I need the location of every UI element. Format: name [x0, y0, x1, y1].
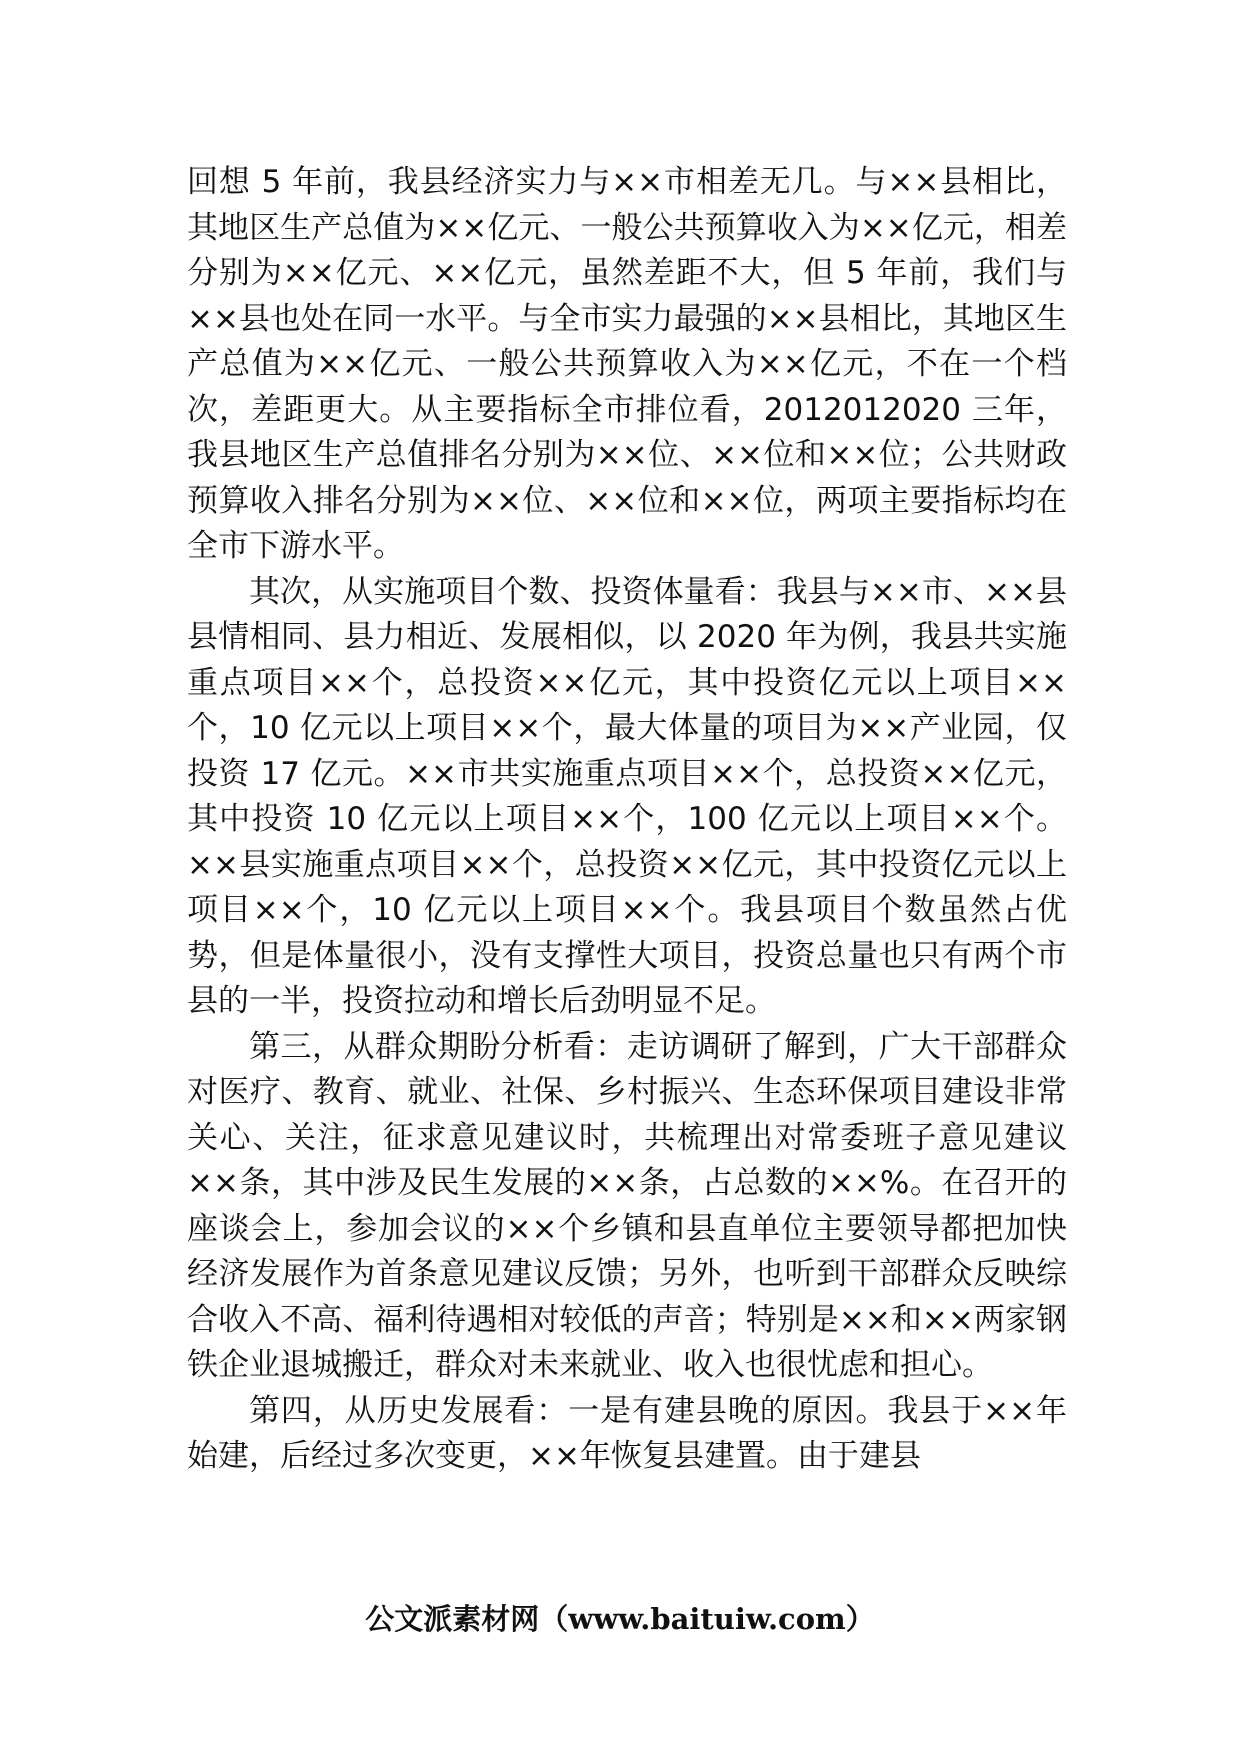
paragraph: 其次，从实施项目个数、投资体量看：我县与××市、××县县情相同、县力相近、发展相似，以 2020 年为例，我县共实施重点项目××个，总投资××亿元，其中投资亿元以上项目××个，10 亿元以上项目××个，最大体量的项目为××产业园，仅投资 17 亿元。××市共实施重点项目××个，总投资××亿元，其中投资 10 亿元以上项目××个，100 亿元以上项目××个。××县实施重点项目××个，总投资××亿元，其中投资亿元以上项目××个，10 亿元以上项目××个。我县项目个数虽然占优势，但是体量很小，没有支撑性大项目，投资总量也只有两个市县的一半，投资拉动和增长后劲明显不足。 [187, 573, 1067, 1019]
document-body [187, 160, 1067, 1480]
paragraph: 第三，从群众期盼分析看：走访调研了解到，广大干部群众对医疗、教育、就业、社保、乡村振兴、生态环保项目建设非常关心、关注，征求意见建议时，共梳理出对常委班子意见建议××条，其中涉及民生发展的××条，占总数的××%。在召开的座谈会上，参加会议的××个乡镇和县直单位主要领导都把加快经济发展作为首条意见建议反馈；另外，也听到干部群众反映综合收入不高、福利待遇相对较低的声音；特别是××和××两家钢铁企业退城搬迁，群众对未来就业、收入也很忧虑和担心。 [187, 1028, 1067, 1383]
footer-watermark: 公文派素材网（www.baituiw.com） [365, 1602, 875, 1636]
paragraph: 第四，从历史发展看：一是有建县晚的原因。我县于××年始建，后经过多次变更，××年恢复县建置。由于建县 [187, 1392, 1067, 1474]
paragraph: 回想 5 年前，我县经济实力与××市相差无几。与××县相比，其地区生产总值为××亿元、一般公共预算收入为××亿元，相差分别为××亿元、××亿元，虽然差距不大，但 5 年前，我们与××县也处在同一水平。与全市实力最强的××县相比，其地区生产总值为××亿元、一般公共预算收入为××亿元，不在一个档次，差距更大。从主要指标全市排位看，2012012020 三年，我县地区生产总值排名分别为××位、××位和××位；公共财政预算收入排名分别为××位、××位和××位，两项主要指标均在全市下游水平。 [187, 164, 1067, 564]
